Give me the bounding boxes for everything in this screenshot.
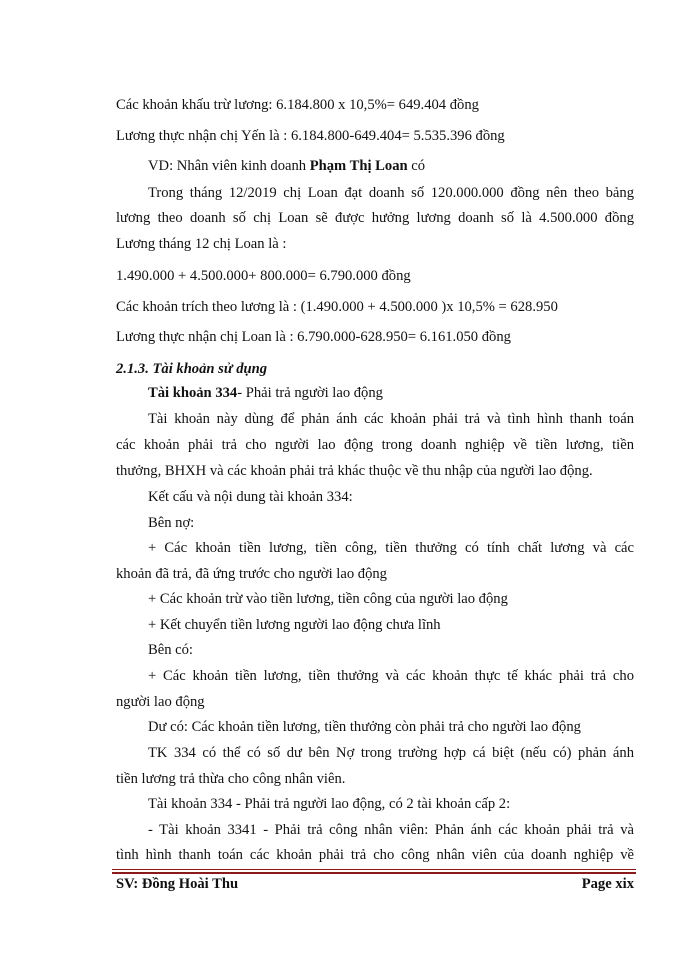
paragraph-line: khoản đã trả, đã ứng trước cho người lao động — [116, 566, 387, 582]
paragraph-line: TK 334 có thể có số dư bên Nợ trong trường hợp cá biệt (nếu có) phản ánh — [148, 745, 634, 761]
example-intro-text: VD: Nhân viên kinh doanh — [148, 158, 310, 174]
paragraph-line: + Các khoản tiền lương, tiền thưởng và các khoản thực tế khác phải trả cho — [148, 668, 634, 684]
paragraph-line: Trong tháng 12/2019 chị Loan đạt doanh số 120.000.000 đồng nên theo bảng — [148, 185, 634, 201]
paragraph-line: Tài khoản này dùng để phản ánh các khoản phải trả và tình hình thanh toán — [148, 411, 634, 427]
paragraph-line: + Kết chuyển tiền lương người lao động chưa lĩnh — [148, 617, 441, 633]
paragraph-line: - Tài khoản 3341 - Phải trả công nhân viên: Phản ánh các khoản phải trả và — [148, 822, 634, 838]
paragraph-line: Kết cấu và nội dung tài khoản 334: — [148, 489, 353, 505]
footer-rule-thick — [112, 872, 636, 874]
paragraph-line: Lương thực nhận chị Yến là : 6.184.800-649.404= 5.535.396 đồng — [116, 128, 505, 144]
paragraph-line: lương theo doanh số chị Loan sẽ được hưởng lương doanh số là 4.500.000 đồng — [116, 210, 634, 226]
paragraph-line: Bên nợ: — [148, 515, 195, 531]
footer-rule-thin — [112, 869, 636, 870]
footer-page-number: Page xix — [581, 876, 634, 892]
employee-name: Phạm Thị Loan — [309, 158, 408, 174]
account-title-line — [148, 384, 634, 402]
paragraph-line: các khoản phải trả cho người lao động trong doanh nghiệp về tiền lương, tiền — [116, 437, 634, 453]
example-intro-suffix: có — [407, 158, 426, 174]
account-title: Tài khoản 334 — [148, 385, 238, 401]
paragraph-line: tình hình thanh toán các khoản phải trả cho công nhân viên của doanh nghiệp về — [116, 847, 634, 863]
paragraph-line: + Các khoản trừ vào tiền lương, tiền công của người lao động — [148, 591, 508, 607]
account-title-desc: - Phải trả người lao động — [237, 385, 383, 401]
paragraph-line: Tài khoản 334 - Phải trả người lao động, có 2 tài khoản cấp 2: — [148, 796, 511, 812]
paragraph-line: người lao động — [116, 694, 205, 710]
paragraph-line: tiền lương trả thừa cho công nhân viên. — [116, 771, 346, 787]
footer-student: SV: Đồng Hoài Thu — [116, 876, 239, 892]
paragraph-line: Dư có: Các khoản tiền lương, tiền thưởng còn phải trả cho người lao động — [148, 719, 581, 735]
paragraph-line: Các khoản trích theo lương là : (1.490.000 + 4.500.000 )x 10,5% = 628.950 — [116, 299, 558, 315]
paragraph-line: Lương tháng 12 chị Loan là : — [116, 236, 287, 252]
paragraph-line: Bên có: — [148, 642, 193, 658]
paragraph-line: Lương thực nhận chị Loan là : 6.790.000-628.950= 6.161.050 đồng — [116, 329, 511, 345]
paragraph-line: thưởng, BHXH và các khoản phải trả khác thuộc về thu nhập của người lao động. — [116, 463, 593, 479]
paragraph-line: + Các khoản tiền lương, tiền công, tiền thưởng có tính chất lương và các — [148, 540, 634, 556]
paragraph-line: Các khoản khấu trừ lương: 6.184.800 x 10,5%= 649.404 đồng — [116, 97, 479, 113]
example-intro-line — [148, 157, 634, 175]
paragraph-line: 1.490.000 + 4.500.000+ 800.000= 6.790.000 đồng — [116, 268, 411, 284]
section-heading: 2.1.3. Tài khoản sử dụng — [116, 361, 268, 377]
